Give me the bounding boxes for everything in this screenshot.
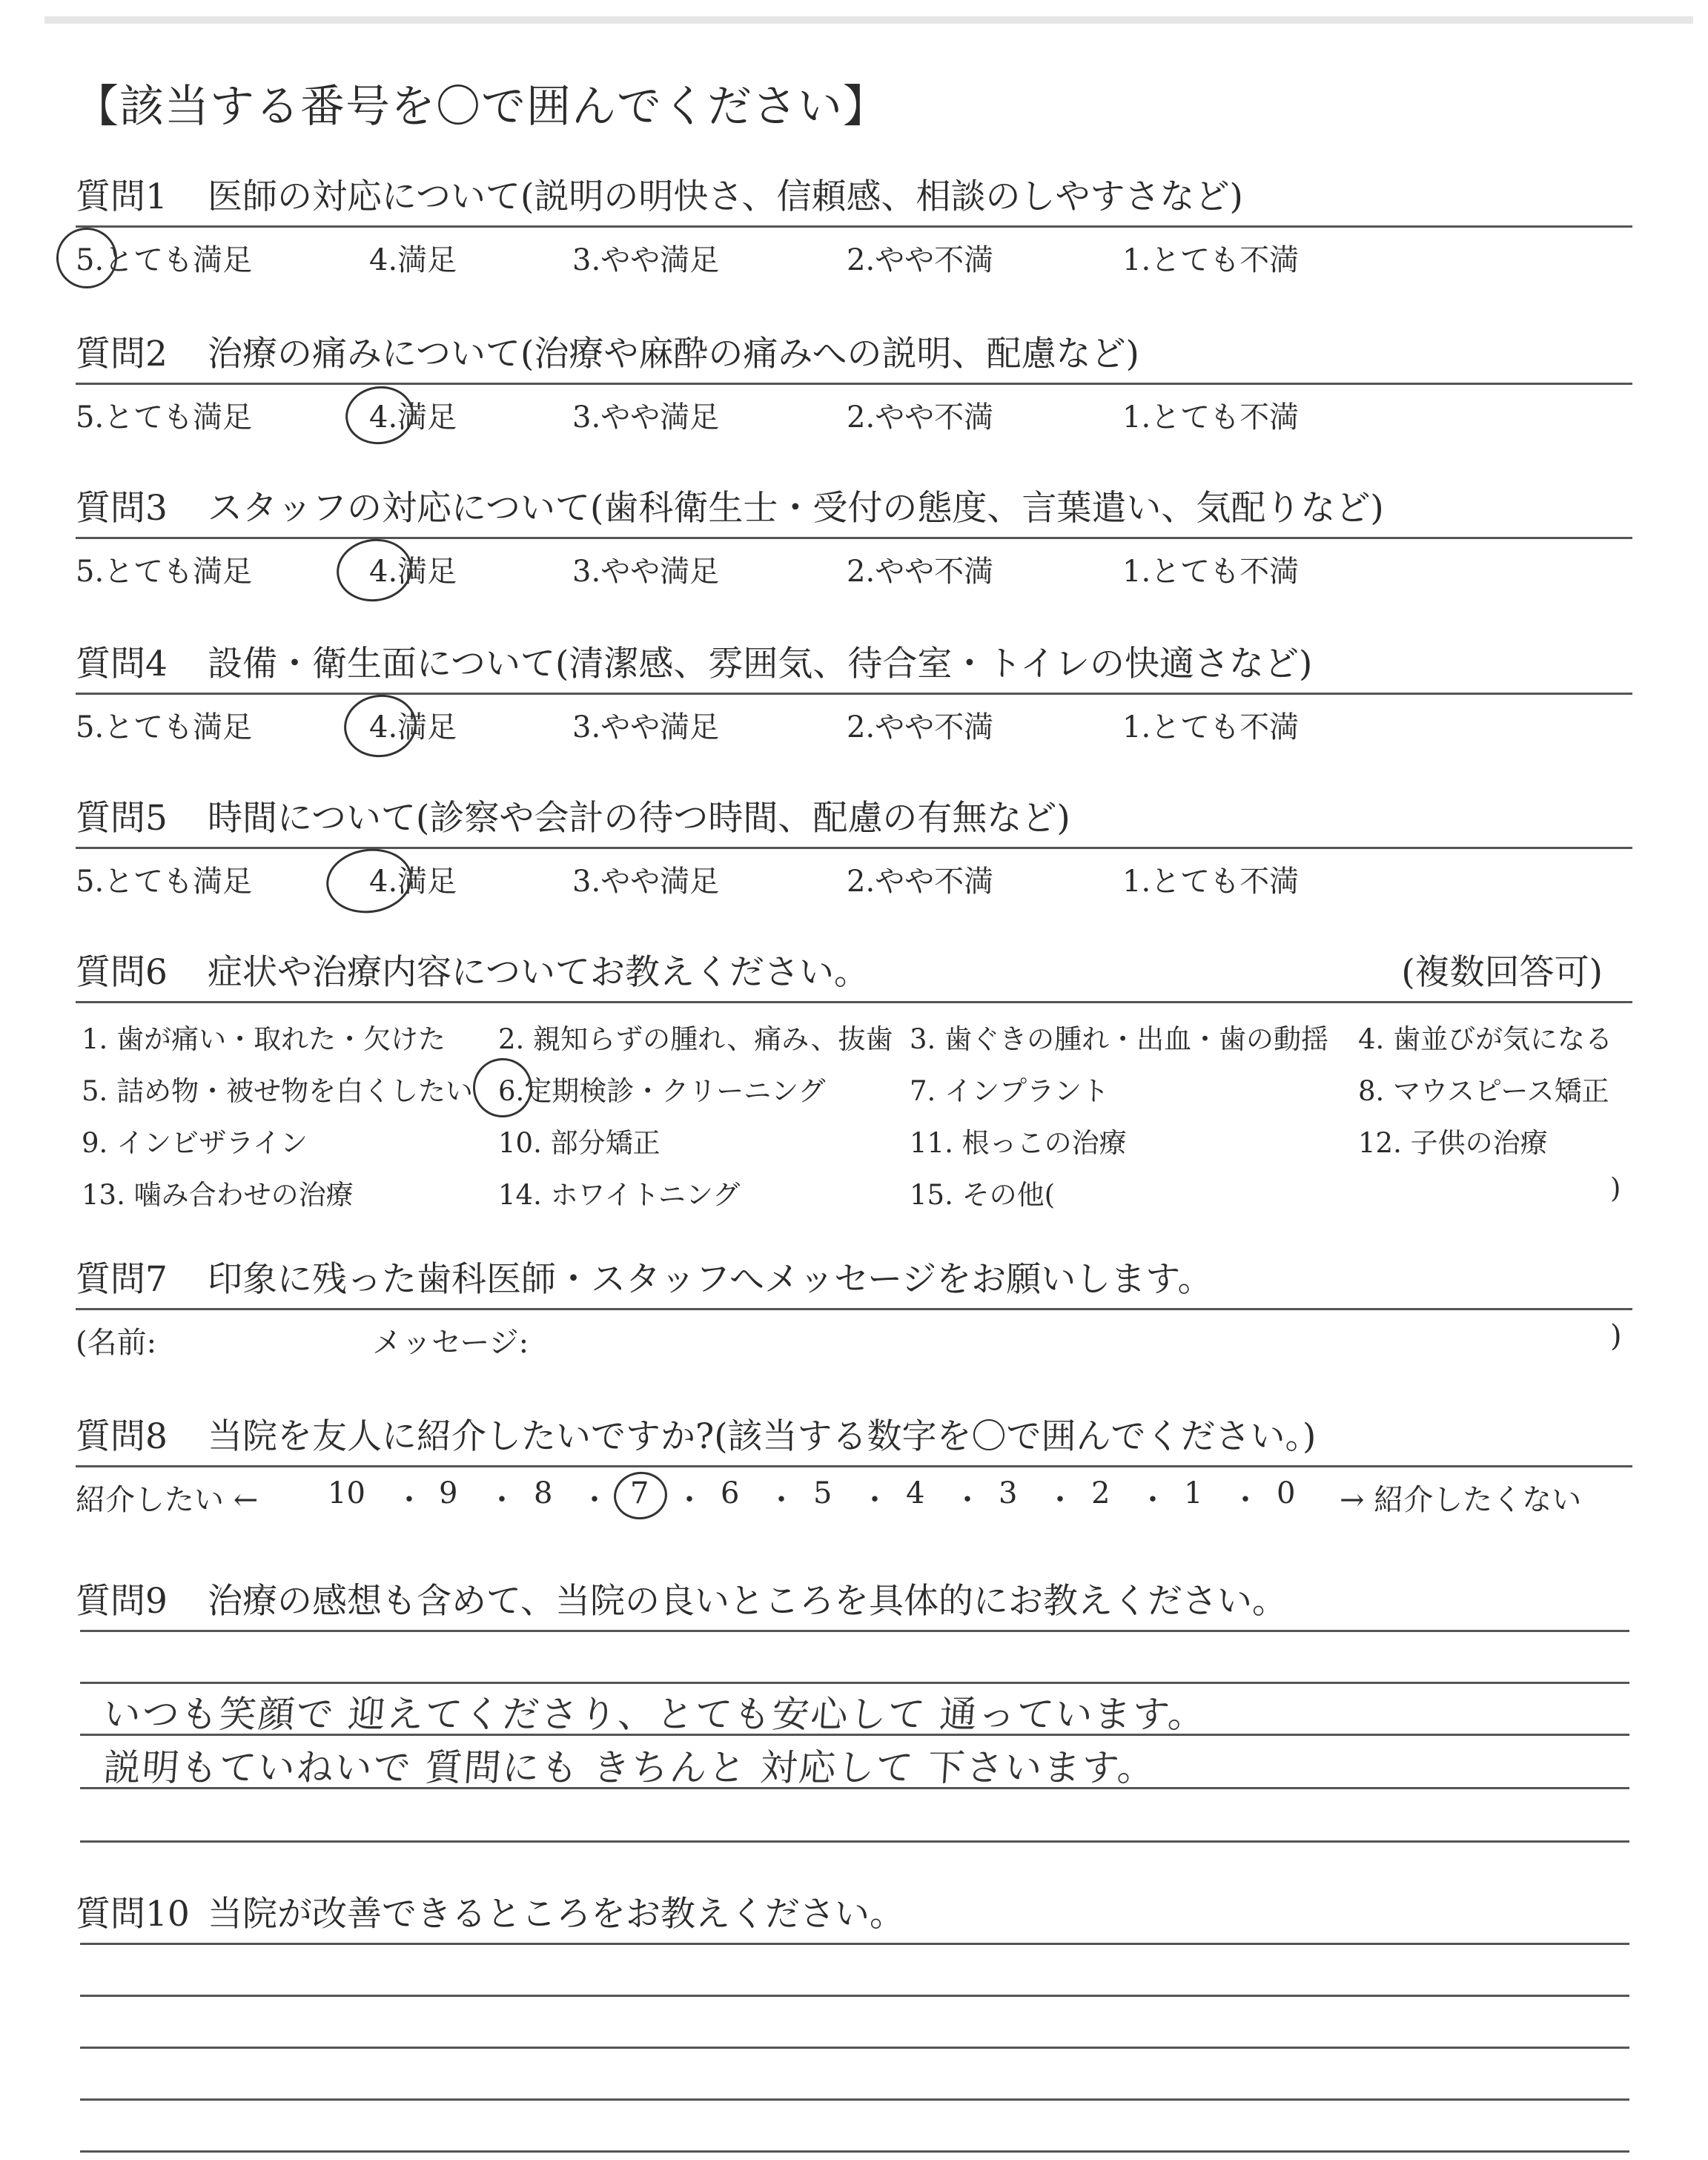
treatment-option-13[interactable]: 13. 噛み合わせの治療 bbox=[82, 1179, 354, 1211]
scale-1[interactable]: 1 bbox=[1184, 1476, 1203, 1510]
handwritten-answer-line-2: 説明もていねいで 質問にも きちんと 対応して 下さいます。 bbox=[102, 1746, 1158, 1789]
answer-line bbox=[80, 2150, 1629, 2153]
scan-top-edge bbox=[44, 16, 1693, 24]
question-text: 当院を友人に紹介したいですか?(該当する数字を〇で囲んでください。) bbox=[208, 1416, 1317, 1457]
question-label: 質問3 bbox=[76, 488, 168, 529]
rating-options bbox=[76, 695, 1632, 744]
treatment-option-1[interactable]: 1. 歯が痛い・取れた・欠けた bbox=[82, 1023, 446, 1055]
answer-line bbox=[80, 2098, 1629, 2101]
rating-option-2[interactable]: 2.やや不満 bbox=[847, 710, 994, 744]
treatment-option-11[interactable]: 11. 根っこの治療 bbox=[910, 1127, 1127, 1159]
scale-6[interactable]: 6 bbox=[721, 1476, 740, 1510]
rating-option-3[interactable]: 3.やや満足 bbox=[572, 243, 720, 277]
rating-option-5[interactable]: 5.とても満足 bbox=[76, 710, 253, 744]
question-label: 質問6 bbox=[76, 952, 168, 993]
rating-option-1[interactable]: 1.とても不満 bbox=[1122, 865, 1300, 899]
treatment-option-10[interactable]: 10. 部分矯正 bbox=[498, 1127, 661, 1159]
answer-line bbox=[80, 1630, 1629, 1632]
question-label: 質問9 bbox=[76, 1581, 168, 1622]
question-4 bbox=[76, 636, 1632, 744]
question-1 bbox=[76, 169, 1632, 277]
question-label: 質問5 bbox=[76, 798, 168, 839]
rating-option-2[interactable]: 2.やや不満 bbox=[847, 243, 994, 277]
rating-option-5[interactable]: 5.とても満足 bbox=[76, 400, 253, 435]
message-label: メッセージ: bbox=[372, 1326, 529, 1360]
question-text: 時間について(診察や会計の待つ時間、配慮の有無など) bbox=[208, 798, 1070, 839]
name-label: (名前: bbox=[76, 1326, 157, 1360]
question-label: 質問4 bbox=[76, 644, 168, 684]
question-text: 治療の痛みについて(治療や麻酔の痛みへの説明、配慮など) bbox=[208, 334, 1139, 374]
selection-circle bbox=[340, 690, 421, 762]
question-5 bbox=[76, 790, 1632, 898]
question-label: 質問7 bbox=[76, 1259, 168, 1300]
rating-option-1[interactable]: 1.とても不満 bbox=[1122, 243, 1300, 277]
rating-options bbox=[76, 228, 1632, 277]
selection-circle bbox=[611, 1468, 670, 1522]
treatment-option-7[interactable]: 7. インプラント bbox=[910, 1075, 1110, 1107]
rating-option-5[interactable]: 5.とても満足 bbox=[76, 243, 253, 277]
question-8 bbox=[76, 1409, 1632, 1519]
scale-2[interactable]: 2 bbox=[1091, 1476, 1110, 1510]
scale-8[interactable]: 8 bbox=[534, 1476, 553, 1510]
question-text: 治療の感想も含めて、当院の良いところを具体的にお教えください。 bbox=[208, 1581, 1288, 1622]
question-text: スタッフの対応について(歯科衛生士・受付の態度、言葉遣い、気配りなど) bbox=[208, 488, 1384, 529]
question-label: 質問8 bbox=[76, 1416, 168, 1457]
treatment-option-9[interactable]: 9. インビザライン bbox=[82, 1127, 308, 1159]
rating-options bbox=[76, 849, 1632, 898]
treatment-option-12[interactable]: 12. 子供の治療 bbox=[1358, 1127, 1548, 1159]
rating-option-5[interactable]: 5.とても満足 bbox=[76, 555, 253, 589]
scale-right-label: → 紹介したくない bbox=[1340, 1483, 1582, 1517]
question-text: 印象に残った歯科医師・スタッフへメッセージをお願いします。 bbox=[208, 1259, 1213, 1300]
selection-circle bbox=[469, 1054, 536, 1121]
form-title: 【該当する番号を〇で囲んでください】 bbox=[74, 81, 888, 133]
selection-circle bbox=[53, 224, 122, 293]
treatment-option-2[interactable]: 2. 親知らずの腫れ、痛み、抜歯 bbox=[498, 1023, 893, 1055]
question-3 bbox=[76, 480, 1632, 588]
treatment-option-6[interactable]: 6.定期検診・クリーニング bbox=[498, 1075, 826, 1107]
answer-line bbox=[80, 1682, 1629, 1684]
scale-0[interactable]: 0 bbox=[1277, 1476, 1296, 1510]
selection-circle bbox=[333, 534, 417, 606]
rating-option-3[interactable]: 3.やや満足 bbox=[572, 400, 720, 435]
recommend-scale: 紹介したい ← 10 ・ 9 ・ 8 ・ 7 ・ 6 ・ 5 ・ 4 ・ 3 ・ 2 ・ 1 ・ 0 → 紹介したくない bbox=[76, 1467, 1632, 1519]
scale-10[interactable]: 10 bbox=[328, 1476, 365, 1510]
question-label: 質問1 bbox=[76, 176, 168, 217]
treatment-option-14[interactable]: 14. ホワイトニング bbox=[498, 1179, 741, 1211]
rating-option-2[interactable]: 2.やや不満 bbox=[847, 865, 994, 899]
rating-option-4[interactable]: 4.満足 bbox=[369, 555, 457, 589]
scale-5[interactable]: 5 bbox=[813, 1476, 833, 1510]
rating-option-4[interactable]: 4.満足 bbox=[369, 243, 457, 277]
question-text: 当院が改善できるところをお教えください。 bbox=[208, 1894, 904, 1935]
rating-option-4[interactable]: 4.満足 bbox=[369, 400, 457, 435]
rating-options bbox=[76, 539, 1632, 588]
rating-option-3[interactable]: 3.やや満足 bbox=[572, 555, 720, 589]
answer-line bbox=[80, 1840, 1629, 1843]
rating-option-1[interactable]: 1.とても不満 bbox=[1122, 400, 1300, 435]
answer-line bbox=[80, 1943, 1629, 1945]
message-close-paren: ) bbox=[1610, 1319, 1622, 1353]
rating-option-4[interactable]: 4.満足 bbox=[369, 865, 457, 899]
question-2 bbox=[76, 326, 1632, 434]
treatment-option-4[interactable]: 4. 歯並びが気になる bbox=[1358, 1023, 1613, 1055]
scale-9[interactable]: 9 bbox=[439, 1476, 458, 1510]
rating-option-1[interactable]: 1.とても不満 bbox=[1122, 710, 1300, 744]
rating-option-2[interactable]: 2.やや不満 bbox=[847, 400, 994, 435]
question-label: 質問10 bbox=[76, 1894, 190, 1935]
rating-option-3[interactable]: 3.やや満足 bbox=[572, 865, 720, 899]
answer-line bbox=[80, 2047, 1629, 2049]
selection-circle bbox=[322, 843, 417, 918]
multiple-answers-note: (複数回答可) bbox=[1401, 952, 1603, 993]
rating-option-3[interactable]: 3.やや満足 bbox=[572, 710, 720, 744]
question-label: 質問2 bbox=[76, 334, 168, 374]
treatment-option-15[interactable]: 15. その他( bbox=[910, 1179, 1056, 1211]
question-6 bbox=[76, 945, 1632, 1218]
scale-7[interactable]: 7 bbox=[630, 1476, 649, 1510]
treatment-option-8[interactable]: 8. マウスピース矯正 bbox=[1358, 1075, 1609, 1107]
selection-circle bbox=[342, 382, 417, 449]
rating-option-2[interactable]: 2.やや不満 bbox=[847, 555, 994, 589]
other-close-paren: ) bbox=[1610, 1172, 1621, 1204]
handwritten-answer-line-1: いつも笑顔で 迎えてくださり、とても安心して 通っています。 bbox=[102, 1693, 1208, 1736]
answer-line bbox=[80, 1995, 1629, 1997]
scale-3[interactable]: 3 bbox=[999, 1476, 1018, 1510]
question-text: 設備・衛生面について(清潔感、雰囲気、待合室・トイレの快適さなど) bbox=[208, 644, 1313, 684]
scale-4[interactable]: 4 bbox=[906, 1476, 925, 1510]
scale-left-label: 紹介したい ← bbox=[76, 1483, 259, 1517]
question-text: 症状や治療内容についてお教えください。 bbox=[208, 952, 870, 993]
question-text: 医師の対応について(説明の明快さ、信頼感、相談のしやすさなど) bbox=[208, 176, 1243, 217]
rating-option-5[interactable]: 5.とても満足 bbox=[76, 865, 253, 899]
question-10 bbox=[76, 1886, 1632, 1943]
treatment-option-3[interactable]: 3. 歯ぐきの腫れ・出血・歯の動揺 bbox=[910, 1023, 1329, 1055]
question-7 bbox=[76, 1252, 1632, 1362]
treatment-options bbox=[76, 1003, 1632, 1218]
rating-option-4[interactable]: 4.満足 bbox=[369, 710, 457, 744]
question-9 bbox=[76, 1573, 1632, 1630]
message-row bbox=[76, 1310, 1632, 1362]
rating-option-1[interactable]: 1.とても不満 bbox=[1122, 555, 1300, 589]
rating-options bbox=[76, 385, 1632, 434]
treatment-option-5[interactable]: 5. 詰め物・被せ物を白くしたい bbox=[82, 1075, 474, 1107]
